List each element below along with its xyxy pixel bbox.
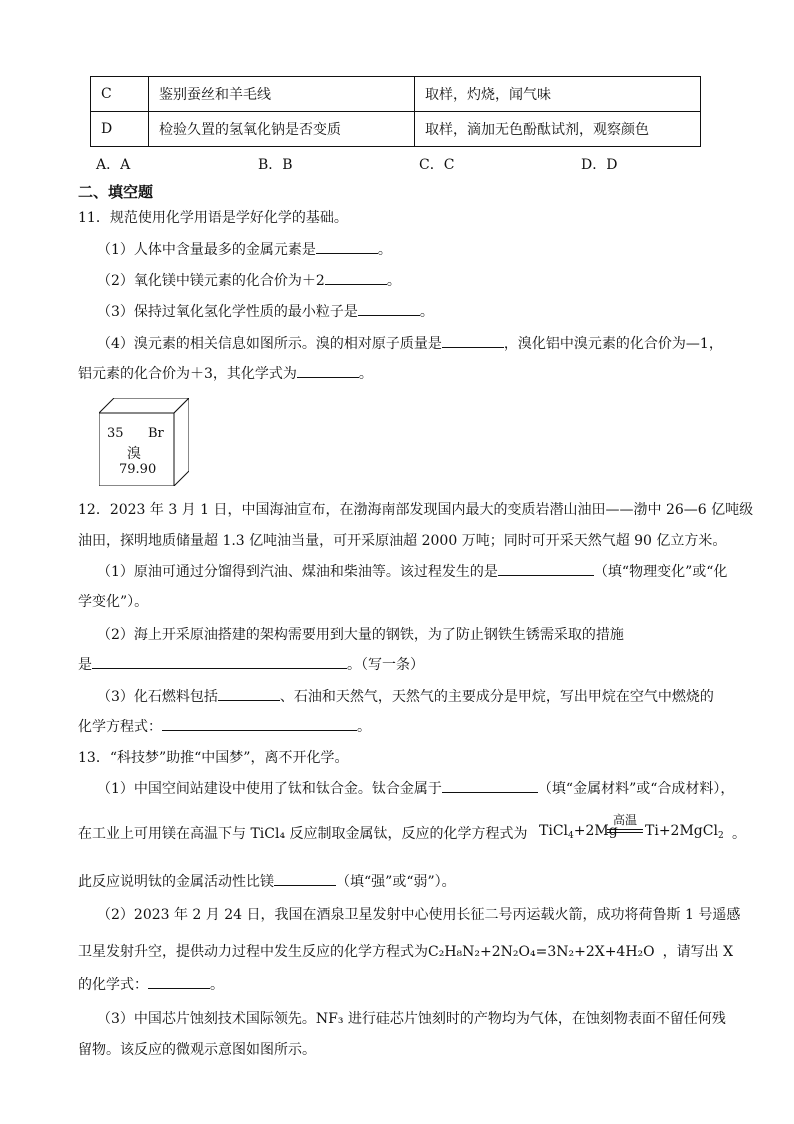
q11-part4 [97, 333, 723, 353]
element-mass: 79.90 [119, 462, 157, 477]
q12-part1-text: （1）原油可通过分馏得到汽油、煤油和柴油等。该过程发生的是 [97, 564, 498, 580]
table-row [91, 77, 701, 112]
period: 。 [377, 242, 392, 258]
q13-part2-text-d: 的化学式： [78, 977, 148, 993]
answer-blank[interactable] [218, 686, 280, 701]
table-row [91, 112, 701, 147]
q13-part1-text: （1）中国空间站建设中使用了钛和钛合金。钛合金属于 [97, 781, 442, 797]
q11-part4-text: （4）溴元素的相关信息如图所示。溴的相对原子质量是 [97, 336, 442, 352]
row-method: 取样，滴加无色酚酞试剂，观察颜色 [415, 112, 701, 147]
q13-part1-cont: 在工业上可用镁在高温下与 TiCl₄ 反应制取金属钛，反应的化学方程式为 [78, 826, 528, 842]
period: 。 [386, 273, 401, 289]
q13-part2-text-b: 卫星发射升空，提供动力过程中发生反应的化学方程式为 [78, 944, 428, 960]
q12-part3 [97, 686, 714, 706]
q13-part3-cont: 留物。该反应的微观示意图如图所示。 [78, 1042, 316, 1058]
q13-part1-end [78, 871, 456, 891]
answer-blank[interactable] [274, 871, 336, 886]
q11-part4-text-b: ，溴化铝中溴元素的化合价为—1， [503, 336, 723, 352]
q11-part2 [97, 270, 401, 290]
answer-blank[interactable] [297, 363, 359, 378]
q11-part3-text: （3）保持过氧化氢化学性质的最小粒子是 [97, 304, 358, 320]
equation-2: C₂H₈N₂+2N₂O₄=3N₂+2X+4H₂O [428, 944, 655, 960]
answer-blank[interactable] [162, 716, 357, 731]
period: 。 [358, 366, 373, 382]
q11-part2-text: （2）氧化镁中镁元素的化合价为＋2 [97, 273, 325, 289]
period: 。 [210, 977, 224, 993]
choice-b: B．B [258, 157, 293, 173]
equation-right: Ti+2MgCl$_2$ [645, 823, 724, 841]
answer-blank[interactable] [148, 974, 210, 989]
equation-1 [539, 811, 749, 845]
q11-part3 [97, 301, 434, 321]
row-letter: C [91, 77, 149, 112]
element-name: 溴 [127, 446, 141, 462]
element-number: 35 [107, 426, 124, 441]
row-purpose: 鉴别蚕丝和羊毛线 [149, 77, 415, 112]
q13-part2-text-c: ，请写出 X [662, 944, 734, 960]
answer-blank[interactable] [442, 778, 538, 793]
q11-part1-text: （1）人体中含量最多的金属元素是 [97, 242, 316, 258]
period: 。 [419, 304, 434, 320]
choice-d: D．D [581, 157, 618, 173]
q12-part3-text-c: 化学方程式： [78, 719, 162, 735]
q11-part4-text-c: 铝元素的化合价为＋3，其化学式为 [78, 366, 297, 382]
q12-part3-text-b: 、石油和天然气，天然气的主要成分是甲烷，写出甲烷在空气中燃烧的 [279, 689, 714, 705]
options-table [90, 76, 701, 147]
answer-blank[interactable] [442, 333, 504, 348]
equation-condition: 高温 [613, 813, 638, 827]
answer-blank[interactable] [92, 654, 347, 669]
q12-part2-text-c: 。（写一条） [347, 657, 424, 673]
q12-part1-cont: 学变化”）。 [78, 594, 149, 610]
q13-part1 [97, 778, 734, 798]
choice-a: A．A [96, 157, 131, 173]
answer-blank[interactable] [316, 239, 378, 254]
period: 。 [732, 826, 746, 842]
equation-left: TiCl$_4$+2Mg [539, 823, 618, 841]
q12-part1-text-b: （填“物理变化”或“化 [593, 564, 728, 580]
row-method: 取样，灼烧，闻气味 [415, 77, 701, 112]
q11-part1 [97, 239, 392, 259]
q13-stem: 13．“科技梦”助推“中国梦”，离不开化学。 [78, 750, 349, 766]
q11-stem: 11．规范使用化学用语是学好化学的基础。 [78, 210, 348, 226]
row-purpose: 检验久置的氢氧化钠是否变质 [149, 112, 415, 147]
q12-part2: （2）海上开采原油搭建的架构需要用到大量的钢铁，为了防止钢铁生锈需采取的措施 [97, 627, 624, 643]
q13-part2-cont [78, 941, 733, 961]
section-title: 二、填空题 [78, 183, 154, 201]
period: 。 [357, 719, 371, 735]
q12-stem-line2: 油田，探明地质储量超 1.3 亿吨油当量，可开采原油超 2000 万吨；同时可开采天然气超 90 亿立方米。 [78, 533, 727, 549]
choice-c: C．C [419, 157, 455, 173]
q13-part1-text-b: （填“金属材料”或“合成材料）， [537, 781, 735, 797]
q12-part3-text: （3）化石燃料包括 [97, 689, 218, 705]
element-symbol: Br [148, 426, 164, 441]
q12-part3-cont [78, 716, 371, 736]
q13-part2: （2）2023 年 2 月 24 日，我国在酒泉卫星发射中心使用长征二号丙运载火箭，成功将荷鲁斯 1 号遥感 [97, 907, 741, 923]
q12-part2-cont [78, 654, 424, 674]
q13-part3: （3）中国芯片蚀刻技术国际领先。NF₃ 进行硅芯片蚀刻时的产物均为气体，在蚀刻物表面不留任何残 [97, 1011, 726, 1027]
element-cube [99, 398, 189, 486]
q12-stem-line1: 12．2023 年 3 月 1 日，中国海油宣布，在渤海南部发现国内最大的变质岩潜山油田——渤中 26—6 亿吨级 [78, 502, 754, 518]
q11-part4-cont [78, 363, 373, 383]
q12-part1 [97, 561, 727, 581]
q13-part1-text-f: （填“强”或“弱”）。 [336, 874, 456, 890]
answer-blank[interactable] [325, 270, 387, 285]
q13-part1-text-e: 此反应说明钛的金属活动性比镁 [78, 874, 274, 890]
q12-part2-text-b: 是 [78, 657, 92, 673]
answer-blank[interactable] [358, 301, 420, 316]
row-letter: D [91, 112, 149, 147]
answer-blank[interactable] [498, 561, 594, 576]
q13-part2-end [78, 974, 224, 994]
